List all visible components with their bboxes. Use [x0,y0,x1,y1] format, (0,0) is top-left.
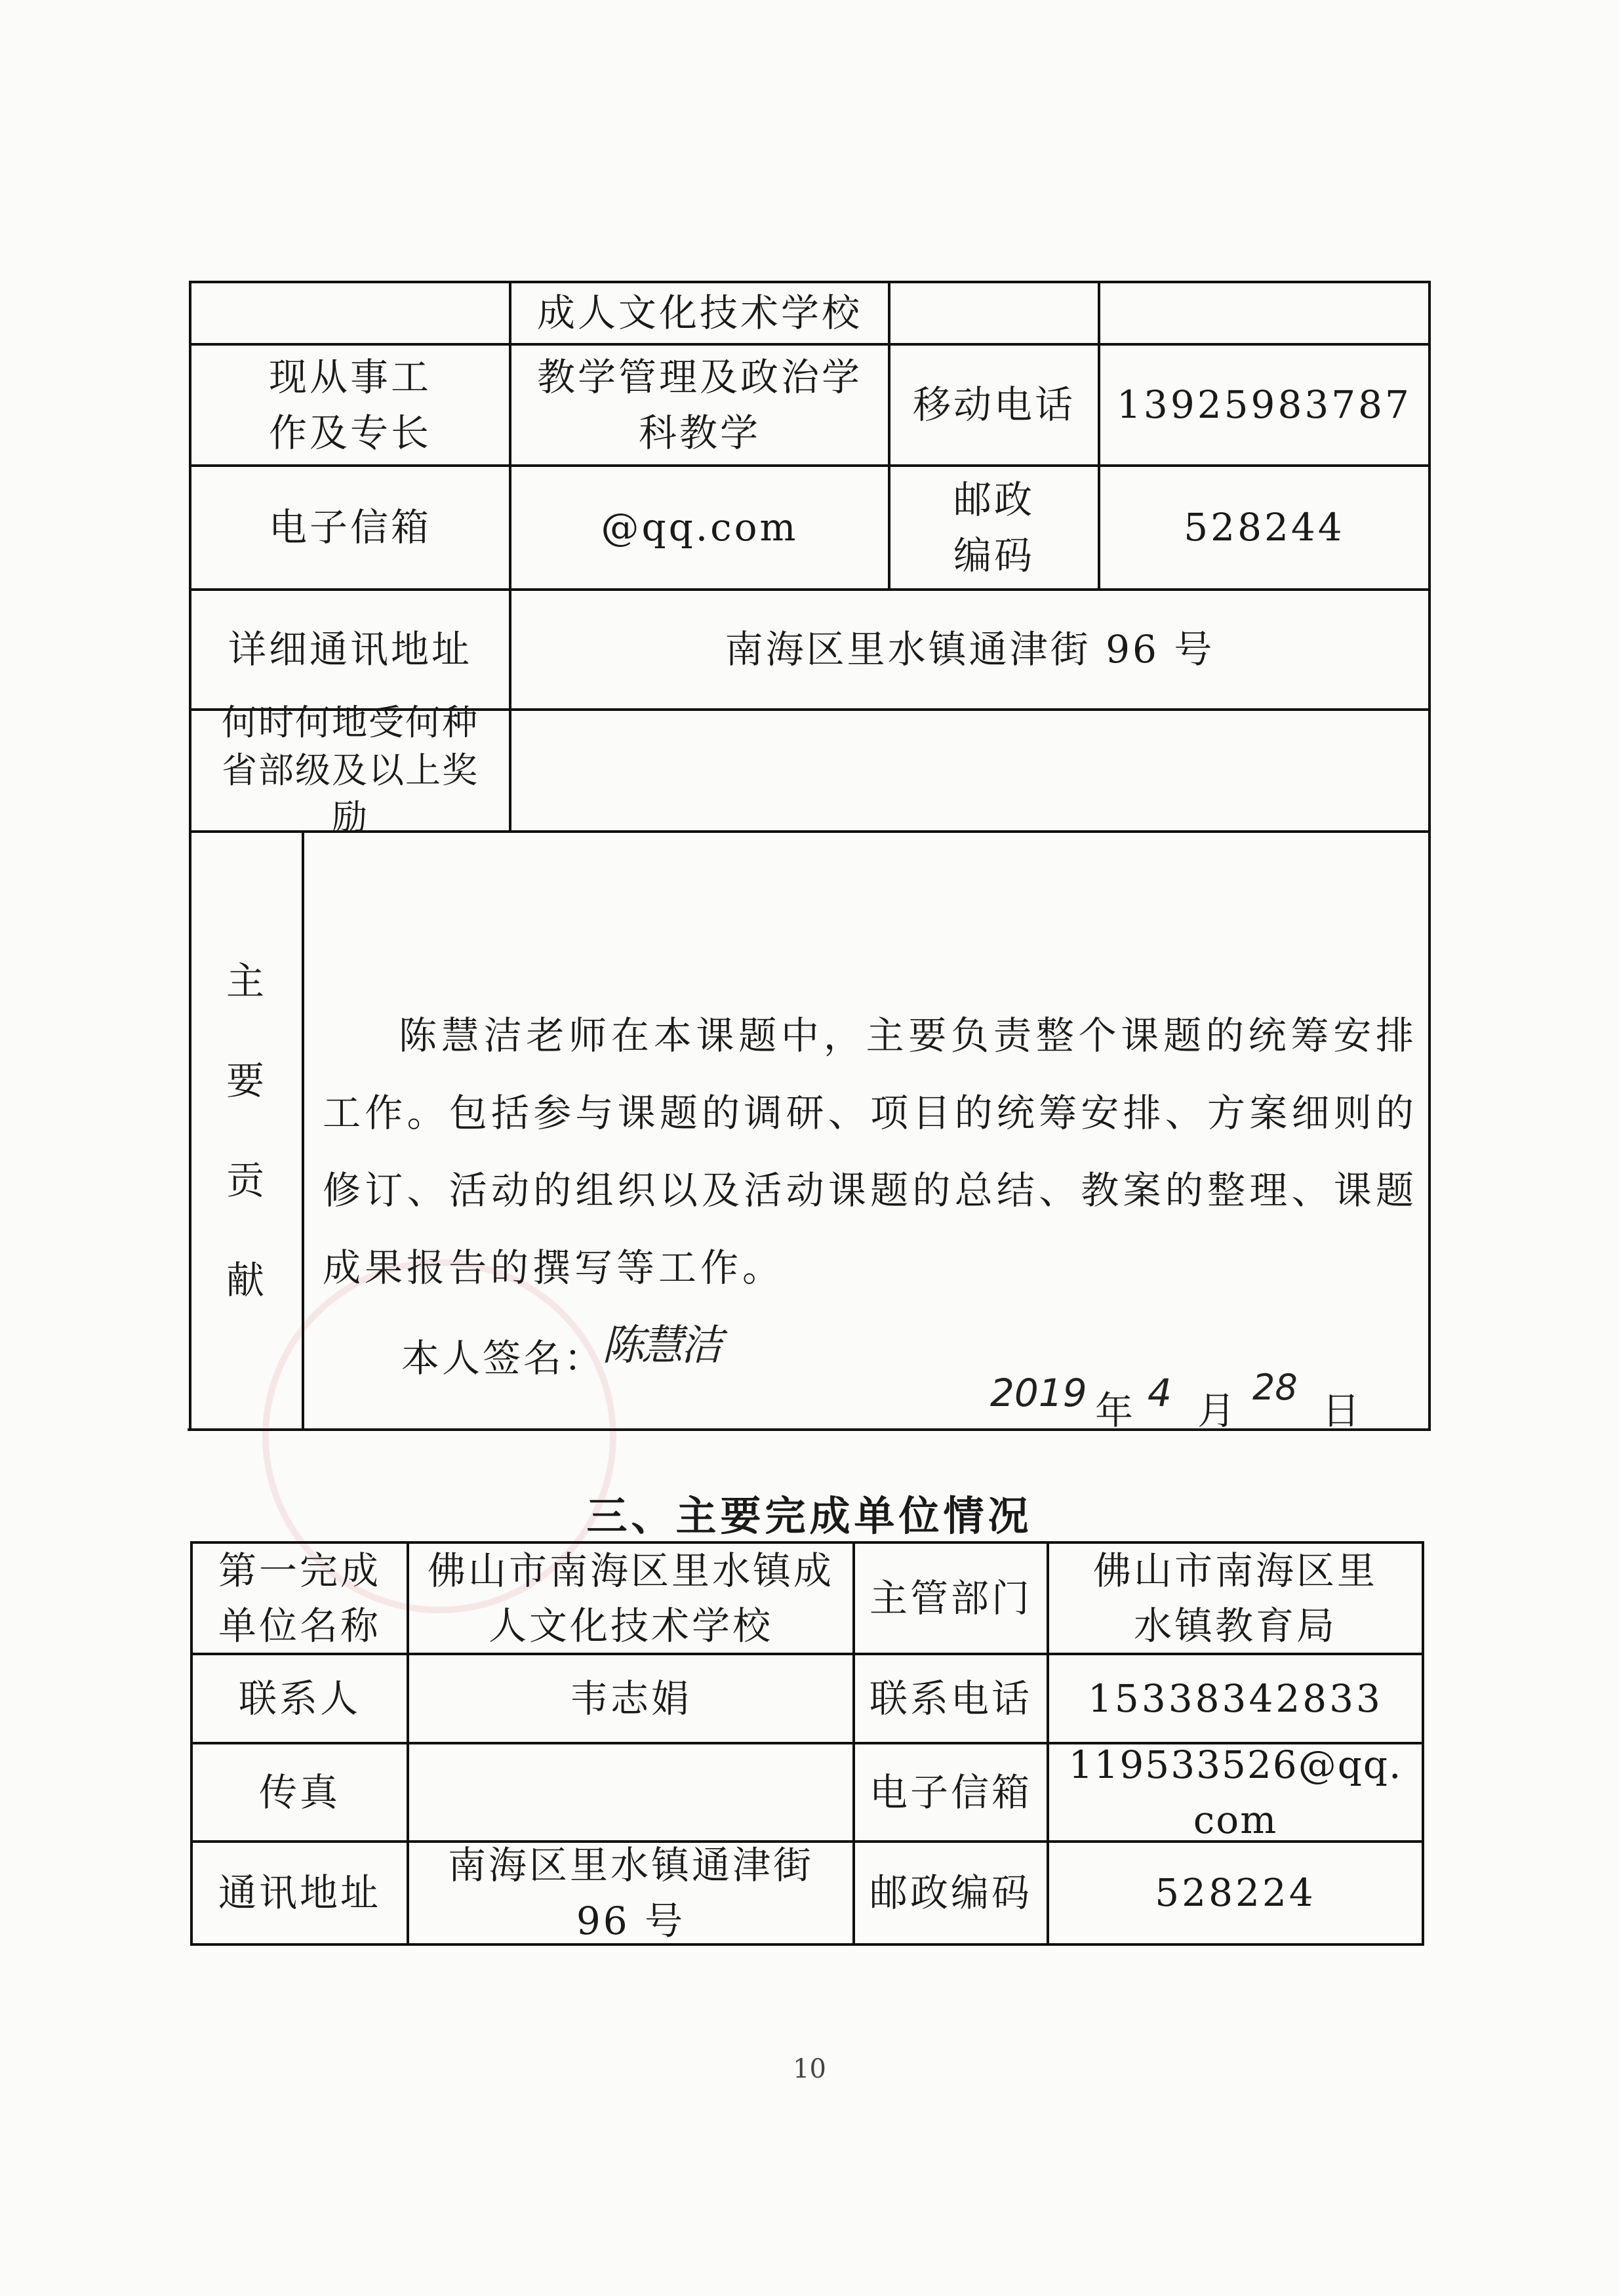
postcode-label: 邮政编码 [953,477,1035,578]
postcode-value: 528244 [1184,505,1345,550]
date-day-char: 日 [1322,1388,1361,1433]
mailing-address-value: 南海区里水镇通津街 96 号 [447,1843,814,1943]
awards-label: 何时何地受何种省部级及以上奖励 [222,701,479,839]
contact-person-value: 韦志娟 [569,1676,692,1721]
unit-postcode-label: 邮政编码 [869,1870,1032,1916]
date-year: 2019 [990,1371,1087,1415]
contribution-text: 陈慧洁老师在本课题中，主要负责整个课题的统筹安排工作。包括参与课题的调研、项目的统筹安排、方案细则的修订、活动的组织以及活动课题的总结、教案的整理、课题成果报告的撰写等工作。 [323,1013,1418,1290]
prev-unit-fragment: 成人文化技术学校 [536,291,862,336]
section-title: 三、主要完成单位情况 [586,1492,1033,1540]
mailing-address-label: 通讯地址 [218,1870,381,1916]
contact-phone-label: 联系电话 [869,1676,1032,1721]
first-unit-name-value: 佛山市南海区里水镇成人文化技术学校 [427,1548,834,1648]
sign-date [990,1367,1423,1433]
signature-label: 本人签名： [401,1336,605,1380]
date-day: 28 [1252,1367,1298,1408]
date-month-char: 月 [1197,1388,1236,1433]
mobile-phone-label: 移动电话 [912,382,1075,428]
unit-email-label: 电子信箱 [869,1769,1032,1815]
date-month: 4 [1148,1371,1172,1415]
supervising-dept-value: 佛山市南海区里水镇教育局 [1092,1548,1378,1648]
first-unit-name-label: 第一完成单位名称 [218,1548,381,1648]
contact-phone-value: 15338342833 [1088,1676,1383,1721]
fax-value [409,1744,852,1840]
fax-label: 传真 [258,1769,340,1815]
contact-person-label: 联系人 [238,1676,361,1721]
handwritten-signature: 陈慧洁 [602,1321,720,1370]
email-label: 电子信箱 [268,505,431,550]
unit-email-value: 119533526@qq.com [1068,1742,1403,1842]
supervising-dept-label: 主管部门 [869,1575,1032,1621]
address-value: 南海区里水镇通津街 96 号 [725,627,1215,672]
job-specialty-label: 现从事工作及专长 [268,355,431,455]
job-specialty-value: 教学管理及政治学科教学 [536,355,862,455]
date-year-char: 年 [1095,1388,1134,1433]
address-label: 详细通讯地址 [228,627,472,672]
page-number: 10 [793,2054,826,2084]
email-value: @qq.com [601,505,799,550]
main-contribution-label: 主 要 贡 献 [226,958,267,1303]
mobile-phone-value: 13925983787 [1117,382,1412,428]
unit-postcode-value: 528224 [1155,1870,1316,1916]
awards-value [511,711,1428,830]
